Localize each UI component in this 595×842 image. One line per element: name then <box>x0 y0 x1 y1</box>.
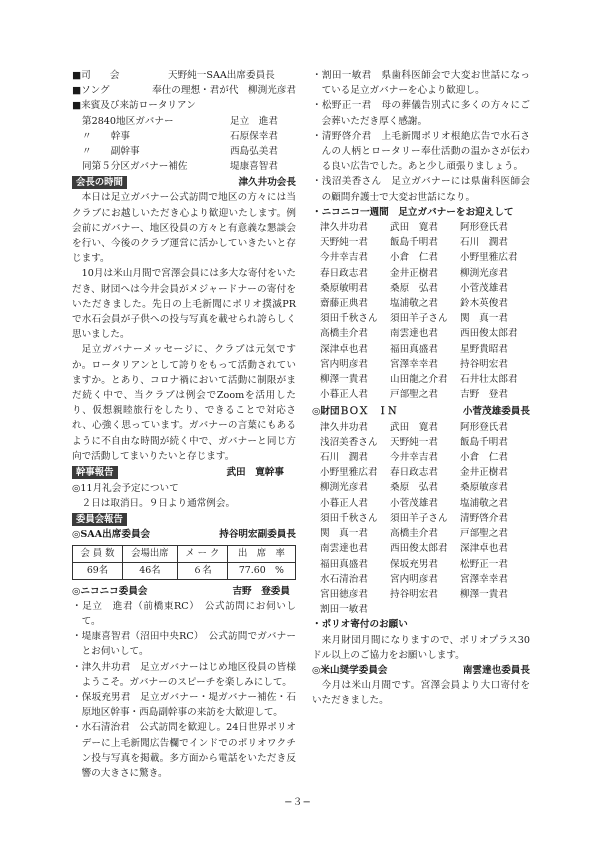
committee-title: 委員会報告 <box>72 513 127 526</box>
committee-header <box>72 512 296 526</box>
niko-list-continued <box>312 68 530 205</box>
member-name: 柳渕光彦君 <box>320 482 368 494</box>
member-name: 須田羊子さん <box>390 512 448 524</box>
member-name: 小菅茂雄君 <box>460 282 508 294</box>
guest-name: 石原保幸君 <box>230 130 278 142</box>
president-author: 津久井功会長 <box>238 176 296 188</box>
attendance-value: 46名 <box>122 562 177 579</box>
guest-role: 〃 幹事 <box>82 130 130 142</box>
guest-role: 第2840地区ガバナー <box>82 115 174 127</box>
niko-title: ◎ニコニコ委員会 <box>72 585 148 597</box>
member-name: 小野里雅広君 <box>460 252 518 264</box>
attendance-header: 会場出席 <box>122 545 177 562</box>
program-item <box>72 68 296 83</box>
president-title: 会長の時間 <box>72 176 127 189</box>
member-name: 柳澤一貴君 <box>460 588 508 600</box>
niko-item: ・浅沼美香さん 足立ガバナーには県歯科医師会の顧問弁護士で大変お世話になり。 <box>312 176 530 203</box>
secretary-header <box>72 466 296 480</box>
right-column <box>312 68 530 709</box>
member-name: 塩浦敬之君 <box>390 298 438 310</box>
member-name: 桑原 弘君 <box>390 482 438 494</box>
member-name: 水石清治君 <box>320 573 368 585</box>
member-name: 持谷明宏君 <box>390 588 438 600</box>
attendance-value: ６名 <box>177 562 227 579</box>
member-name: 武田 寛君 <box>390 421 438 433</box>
attendance-header: メ ー ク <box>177 545 227 562</box>
member-name: 南雲達也君 <box>320 543 368 555</box>
yoneyama-body <box>312 678 530 708</box>
member-name: 桑原敏彦君 <box>460 482 508 494</box>
member-name: 小菅茂雄君 <box>390 497 438 509</box>
member-name: 保坂充男君 <box>390 558 438 570</box>
yoneyama-author: 南雲達也委員長 <box>462 664 530 676</box>
member-name: 天野純一君 <box>390 436 438 448</box>
member-name <box>390 602 460 617</box>
attendance-table <box>72 545 296 580</box>
program-label: ■司 会 <box>72 70 120 81</box>
member-name: 山田龍之介君 <box>390 374 448 386</box>
niko-item: ・割田一敏君 県歯科医師会で大変お世話になっている足立ガバナーを心より歓迎し。 <box>312 70 530 97</box>
guest-name: 堤康喜智君 <box>230 161 278 173</box>
member-name: 宮内明彦君 <box>320 358 368 370</box>
member-name: 関 真一君 <box>460 313 508 325</box>
member-name: 福田真盛君 <box>320 558 368 570</box>
member-name: 宮澤幸幸君 <box>390 358 438 370</box>
guest-row <box>72 144 296 159</box>
member-name: 塩浦敬之君 <box>460 497 508 509</box>
guest-row <box>72 159 296 174</box>
program-label: ■来賓及び来訪ロータリアン <box>72 100 196 112</box>
member-name: 吉野 登君 <box>460 389 508 401</box>
member-name: 須田千秋さん <box>320 313 378 325</box>
president-paragraph: 10月は米山月間で宮澤会員には多大な寄付をいただき、財団へは今井会員がメジャードナーの寄付をいただきました。先日の上毛新聞にポリオ撲滅PRで水石会員が子供への投与写真を載せられ誇らしく思いました。 <box>72 268 296 341</box>
member-name: 飯島千明君 <box>460 436 508 448</box>
member-name: 須田羊子さん <box>390 313 448 325</box>
guest-row <box>72 129 296 144</box>
member-name: 金井正樹君 <box>390 267 438 279</box>
member-name: 持谷明宏君 <box>460 358 508 370</box>
secretary-title: 幹事報告 <box>72 466 118 479</box>
yoneyama-title: ◎米山奨学委員会 <box>312 664 388 676</box>
niko-week-names <box>312 220 530 402</box>
member-name: 小野里雅広君 <box>320 467 378 479</box>
member-name: 鈴木英俊君 <box>460 298 508 310</box>
yoneyama-paragraph: 今月は米山月間です。宮澤会員より大口寄付をいただきました。 <box>312 680 530 707</box>
member-name: 小暮正人君 <box>320 389 368 401</box>
member-name: 清野啓介君 <box>460 512 508 524</box>
niko-item: ・足立 進君（前橋東RC） 公式訪問にお伺いして。 <box>72 600 296 627</box>
president-paragraph: 本日は足立ガバナー公式訪問で地区の方々には当クラブにお越しいただき心より歓迎いたします。例会前にガバナー、地区役員の方々と有意義な懇談会を行い、今後のクラブ運営に活かしていきたいと存じます。 <box>72 192 296 265</box>
member-name: 飯島千明君 <box>390 237 438 249</box>
box-author: 小菅茂雄委員長 <box>462 406 530 418</box>
president-body <box>72 190 296 464</box>
member-name: 阿形登氏君 <box>460 222 508 234</box>
member-name: 桑原 弘君 <box>390 282 438 294</box>
guest-list <box>72 114 296 175</box>
member-name: 宮澤幸幸君 <box>460 573 508 585</box>
attendance-value: 69名 <box>73 562 123 579</box>
member-name: 津久井功君 <box>320 222 368 234</box>
secretary-line: ◎11月礼会予定について <box>72 482 179 494</box>
member-name: 高橋圭介君 <box>390 528 438 540</box>
program-value: 奉仕の理想・君が代 柳渕光彦君 <box>152 85 296 97</box>
saa-heading <box>72 527 296 542</box>
program-item <box>72 98 296 113</box>
member-name <box>460 602 530 617</box>
member-name: 阿形登氏君 <box>460 421 508 433</box>
niko-author: 吉野 登委員 <box>232 585 290 597</box>
saa-author: 持谷明宏副委員長 <box>219 529 296 541</box>
member-name: 今井幸吉君 <box>390 452 438 464</box>
member-name: 須田千秋さん <box>320 512 378 524</box>
program-label: ■ソング <box>72 85 110 97</box>
member-name: 春日政志君 <box>390 467 438 479</box>
guest-role: 同第５分区ガバナー補佐 <box>82 161 188 173</box>
secretary-author: 武田 寛幹事 <box>226 467 284 479</box>
member-name: 西田俊太郎君 <box>460 328 518 340</box>
guest-name: 足立 進君 <box>230 115 278 127</box>
niko-week-title: ・ニコニコ一週間 足立ガバナーをお迎えして <box>312 206 514 218</box>
niko-item: ・水石清治君 公式訪問を歓迎し。24日世界ポリオデーに上毛新聞広告欄でインドでのポリオワクチン投与写真を掲載。多方面から電話をいただき反響の大きさに驚き。 <box>72 722 296 779</box>
polio-body <box>312 633 530 663</box>
member-name: 齋藤正典君 <box>320 298 368 310</box>
guest-row <box>72 114 296 129</box>
member-name: 桑原敏明君 <box>320 282 368 294</box>
member-name: 柳澤一貴君 <box>320 374 368 386</box>
niko-heading <box>72 584 296 599</box>
member-name: 深津卓也君 <box>320 343 368 355</box>
guest-role: 〃 副幹事 <box>82 145 140 157</box>
saa-title: ◎SAA出席委員会 <box>72 529 151 541</box>
niko-list <box>72 599 296 781</box>
program-value: 天野純一SAA出席委員長 <box>168 70 275 81</box>
member-name: 浅沼美香さん <box>320 436 378 448</box>
guest-name: 西島弘美君 <box>230 145 278 157</box>
yoneyama-heading <box>312 663 530 678</box>
president-paragraph: 足立ガバナーメッセージに、クラブは元気ですか。ロータリアンとして誇りをもって活動されていますか。とあり、コロナ禍において活動に制限がまだ続く中で、当クラブは例会でZoomを活用したり、仮想親睦旅行をしたり、できることで対応され、心強く思っています。ガバナーの言葉にもあるように不自由な時間が続く中で、ガバナーと同じ方向で活動してまいりたいと存じます。 <box>72 344 296 462</box>
member-name: 春日政志君 <box>320 267 368 279</box>
niko-item: ・清野啓介君 上毛新聞ポリオ根絶広告で水石さんの人柄とロータリー奉仕活動の温かさが伝わる良い広告でした。あと少し頑張りましょう。 <box>312 130 530 173</box>
program-list <box>72 68 296 114</box>
niko-item: ・松野正一君 母の葬儀告別式に多くの方々にご会葬いただき厚く感謝。 <box>312 100 530 127</box>
member-name: 高橋圭介君 <box>320 328 368 340</box>
member-name: 福田真盛君 <box>390 343 438 355</box>
member-name: 津久井功君 <box>320 421 368 433</box>
member-name: 宮内明彦君 <box>390 573 438 585</box>
niko-item: ・堤康喜智君（沼田中央RC） 公式訪問でガバナーとお伺いして。 <box>72 631 296 658</box>
box-heading <box>312 404 530 419</box>
member-name: 西田俊太郎君 <box>390 543 448 555</box>
member-name: 小倉 仁君 <box>390 252 438 264</box>
secretary-body <box>72 481 296 511</box>
member-name: 関 真一君 <box>320 528 368 540</box>
left-column <box>72 68 296 781</box>
attendance-header: 会 員 数 <box>73 545 123 562</box>
polio-paragraph: 来月財団月間になりますので、ポリオプラス30ドル以上のご協力をお願いします。 <box>312 634 530 661</box>
member-name: 南雲達也君 <box>390 328 438 340</box>
member-name: 今井幸吉君 <box>320 252 368 264</box>
attendance-header: 出 席 率 <box>227 545 295 562</box>
polio-title: ・ポリオ寄付のお願い <box>312 619 408 631</box>
niko-item: ・津久井功君 足立ガバナーはじめ地区役員の皆様ようこそ。ガバナーのスピーチを楽しみにして。 <box>72 661 296 688</box>
page-number: −３− <box>284 797 311 808</box>
program-item <box>72 83 296 98</box>
member-name: 小倉 仁君 <box>460 452 508 464</box>
member-name: 武田 寛君 <box>390 222 438 234</box>
member-name: 柳渕光彦君 <box>460 267 508 279</box>
niko-item: ・保坂充男君 足立ガバナー・堤ガバナー補佐・石原地区幹事・西島副幹事の来訪を大歓迎して。 <box>72 691 296 719</box>
member-name: 石川 潤君 <box>320 452 368 464</box>
member-name: 戸部聖之君 <box>390 389 438 401</box>
box-names <box>312 420 530 618</box>
member-name: 天野純一君 <box>320 237 368 249</box>
member-name: 松野正一君 <box>460 558 508 570</box>
president-header <box>72 175 296 189</box>
member-name: 割田一敏君 <box>320 604 368 616</box>
secretary-line: ２日は取消日。９日より通常例会。 <box>72 498 236 510</box>
member-name: 金井正樹君 <box>460 467 508 479</box>
member-name: 小暮正人君 <box>320 497 368 509</box>
member-name: 深津卓也君 <box>460 543 508 555</box>
box-title: ◎財団ＢＯＸ ＩＮ <box>312 406 398 418</box>
member-name: 石川 潤君 <box>460 237 508 249</box>
member-name: 星野貴昭君 <box>460 343 508 355</box>
member-name: 戸部聖之君 <box>460 528 508 540</box>
member-name: 石井壮太郎君 <box>460 374 518 386</box>
member-name: 宮田徳彦君 <box>320 588 368 600</box>
attendance-value: 77.60 % <box>227 562 295 579</box>
